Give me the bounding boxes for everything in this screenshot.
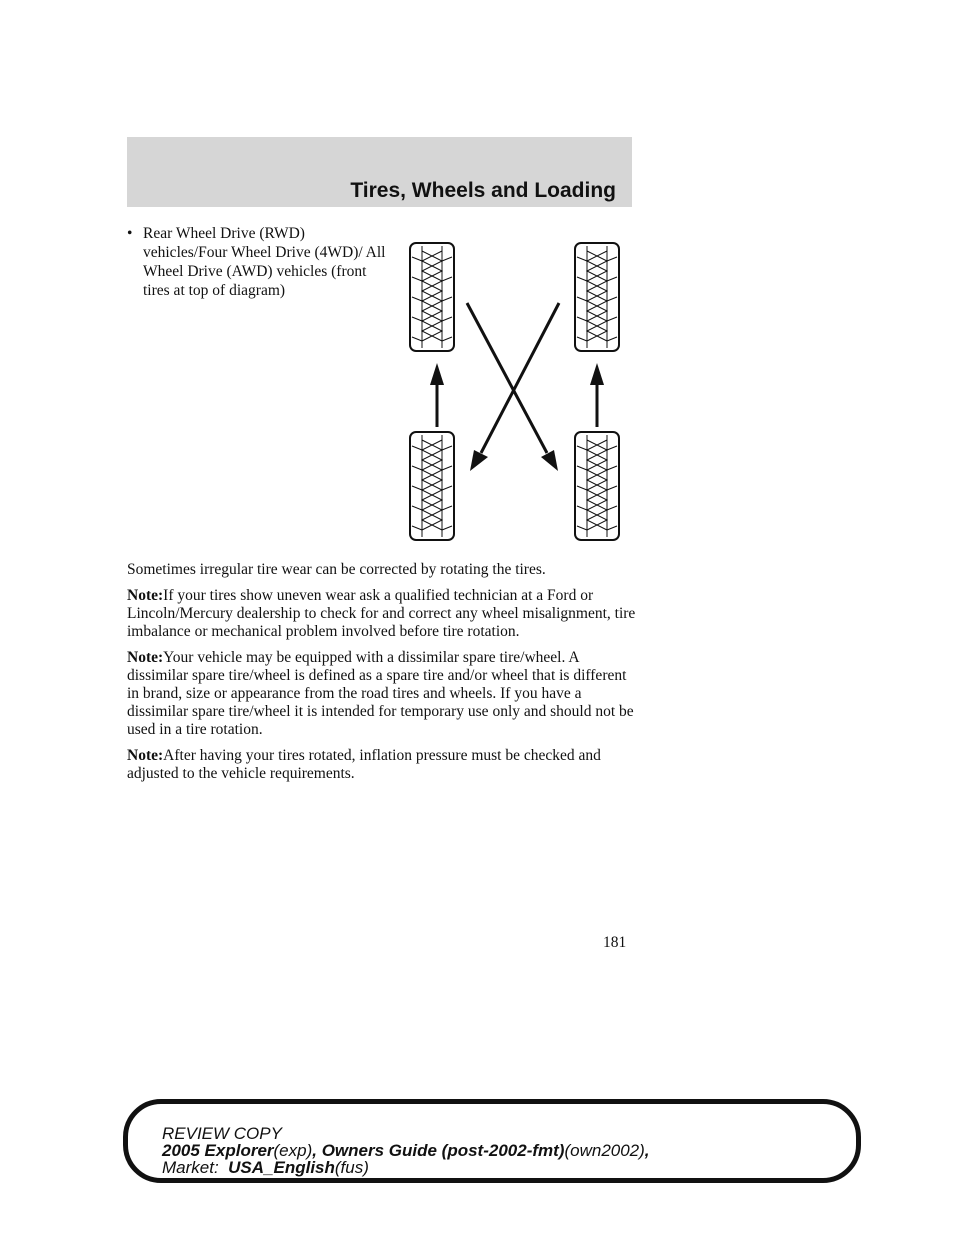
separator: , [312, 1141, 322, 1160]
bullet-text: Rear Wheel Drive (RWD) vehicles/Four Wheel Drive (4WD)/ All Wheel Drive (AWD) vehicles (front tires at top of diagram) [143, 225, 386, 299]
page-number: 181 [603, 934, 627, 951]
tire-rotation-diagram [395, 235, 635, 547]
model-code: (exp) [273, 1141, 313, 1160]
section-title: Tires, Wheels and Loading [350, 179, 616, 202]
review-publication-line [162, 1142, 852, 1159]
note-paragraph [127, 649, 642, 739]
note-label: Note: [127, 747, 164, 764]
header-band [127, 137, 632, 207]
front-left-tire-icon [410, 243, 454, 351]
guide-name: Owners Guide (post-2002-fmt) [321, 1141, 565, 1160]
market-name: USA_English [228, 1158, 335, 1177]
market-label: Market: [162, 1158, 219, 1177]
note-label: Note: [127, 587, 164, 604]
rear-right-tire-icon [575, 432, 619, 540]
rear-left-tire-icon [410, 432, 454, 540]
front-right-tire-icon [575, 243, 619, 351]
body-text [127, 561, 642, 791]
note-paragraph [127, 747, 642, 783]
note-text: If your tires show uneven wear ask a qualified technician at a Ford or Lincoln/Mercury dealership to check for and correct any wheel misalignment, tire imbalance or mechanical problem involved before tire rotation. [127, 587, 636, 640]
intro-paragraph: Sometimes irregular tire wear can be corrected by rotating the tires. [127, 561, 546, 578]
arrow-diagonal-icon [470, 303, 559, 471]
bullet-item [127, 224, 387, 300]
guide-code: (own2002) [564, 1141, 645, 1160]
note-text: Your vehicle may be equipped with a dissimilar spare tire/wheel. A dissimilar spare tire/wheel is defined as a spare tire and/or wheel that is different in brand, size or appearance from the road tires and wheels. If you have a dissimilar spare tire/wheel it is intended for temporary use only and should not be used in a tire rotation. [127, 649, 634, 738]
market-code: (fus) [334, 1158, 369, 1177]
review-info [162, 1125, 852, 1176]
arrow-up-icon [590, 363, 604, 427]
arrow-up-icon [430, 363, 444, 427]
note-label: Note: [127, 649, 164, 666]
note-text: After having your tires rotated, inflation pressure must be checked and adjusted to the vehicle requirements. [127, 747, 601, 782]
review-market-line [162, 1159, 852, 1176]
separator: , [644, 1141, 650, 1160]
bullet-symbol: • [127, 225, 133, 242]
model-name: 2005 Explorer [162, 1141, 274, 1160]
note-paragraph [127, 587, 642, 641]
review-copy-label: REVIEW COPY [162, 1124, 282, 1143]
